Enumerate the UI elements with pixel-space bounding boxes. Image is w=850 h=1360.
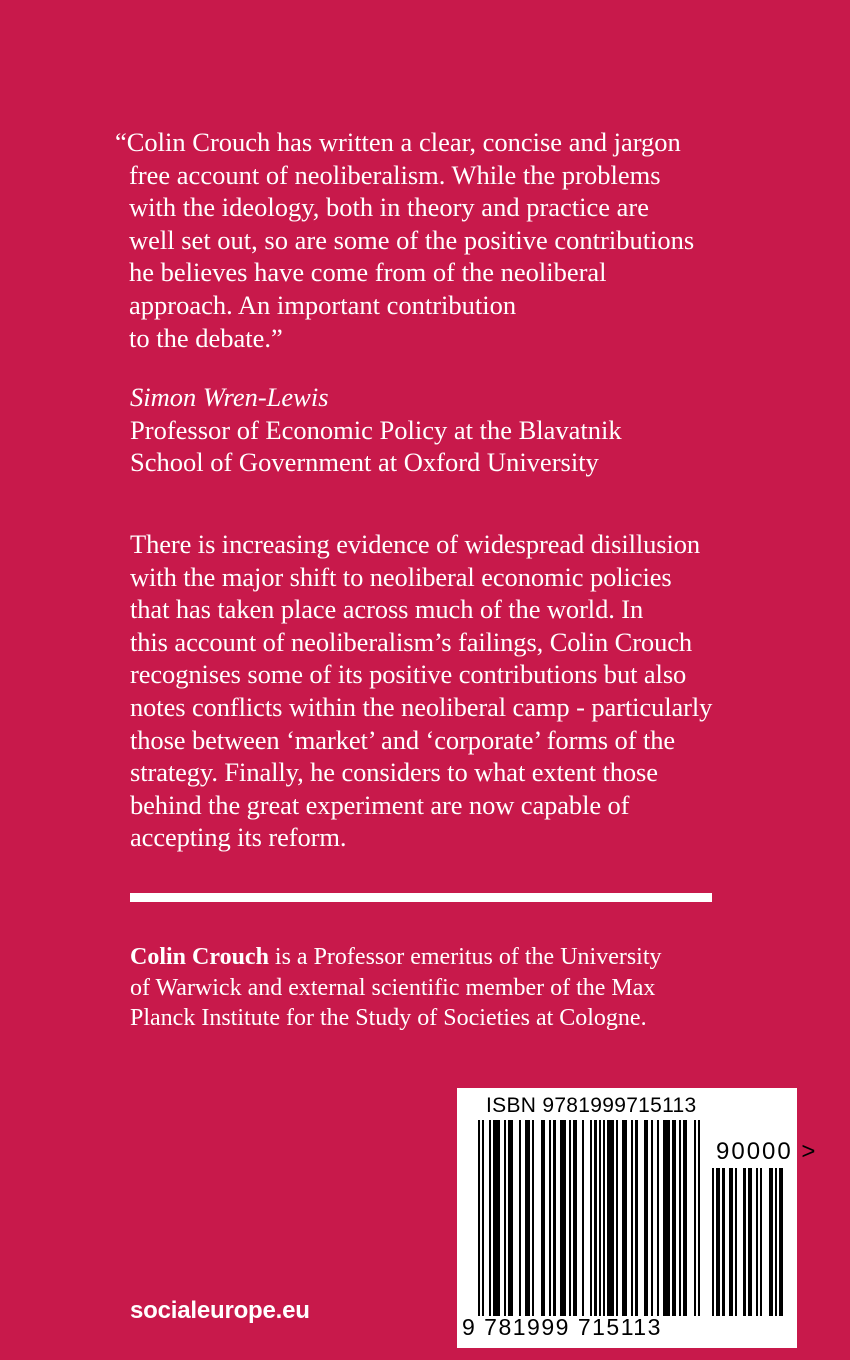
quote-line: well set out, so are some of the positive contributions bbox=[129, 224, 695, 255]
isbn-barcode bbox=[478, 1120, 702, 1316]
addon-barcode bbox=[712, 1168, 790, 1316]
quote-line: to the debate.” bbox=[129, 322, 283, 353]
author-bio bbox=[130, 942, 770, 1034]
bio-line bbox=[130, 942, 770, 973]
author-name: Colin Crouch bbox=[130, 944, 269, 970]
price-addon-number: 90000 > bbox=[716, 1138, 818, 1165]
blurb-line: accepting its reform. bbox=[130, 822, 347, 853]
quote-line: free account of neoliberalism. While the problems bbox=[129, 159, 661, 190]
endorsement-quote bbox=[115, 126, 755, 354]
blurb-line: strategy. Finally, he considers to what extent those bbox=[130, 757, 658, 788]
quote-attribution bbox=[130, 381, 750, 479]
blurb-line: recognises some of its positive contributions but also bbox=[130, 659, 687, 690]
blurb-line: There is increasing evidence of widespread disillusion bbox=[130, 529, 701, 559]
quote-line: he believes have come from of the neoliberal bbox=[129, 257, 607, 288]
blurb-line: those between ‘market’ and ‘corporate’ forms of the bbox=[130, 724, 676, 755]
bio-line: Planck Institute for the Study of Societies at Cologne. bbox=[130, 1005, 647, 1031]
blurb-line: this account of neoliberalism’s failings, Colin Crouch bbox=[130, 626, 693, 657]
quote-line: “Colin Crouch has written a clear, concise and jargon bbox=[115, 127, 681, 157]
bio-line: of Warwick and external scientific member of the Max bbox=[130, 974, 656, 1001]
quote-line: with the ideology, both in theory and practice are bbox=[129, 192, 650, 223]
blurb-line: notes conflicts within the neoliberal camp - particularly bbox=[130, 691, 713, 722]
publisher-website: socialeurope.eu bbox=[130, 1297, 310, 1324]
isbn-label: ISBN 9781999715113 bbox=[486, 1094, 697, 1117]
isbn-digits: 9 781999 715113 bbox=[462, 1314, 662, 1340]
barcode-space bbox=[700, 1120, 702, 1316]
blurb-line: with the major shift to neoliberal economic policies bbox=[130, 561, 672, 592]
endorser-title: School of Government at Oxford University bbox=[130, 447, 599, 478]
quote-line: approach. An important contribution bbox=[129, 289, 517, 320]
bio-text: is a Professor emeritus of the University bbox=[268, 944, 662, 970]
book-description bbox=[130, 528, 750, 854]
blurb-line: behind the great experiment are now capable of bbox=[130, 789, 630, 820]
endorser-title: Professor of Economic Policy at the Blavatnik bbox=[130, 414, 622, 445]
endorser-name: Simon Wren-Lewis bbox=[130, 382, 329, 412]
blurb-line: that has taken place across much of the world. In bbox=[130, 594, 644, 625]
barcode-space bbox=[783, 1168, 787, 1316]
section-divider bbox=[130, 893, 712, 902]
